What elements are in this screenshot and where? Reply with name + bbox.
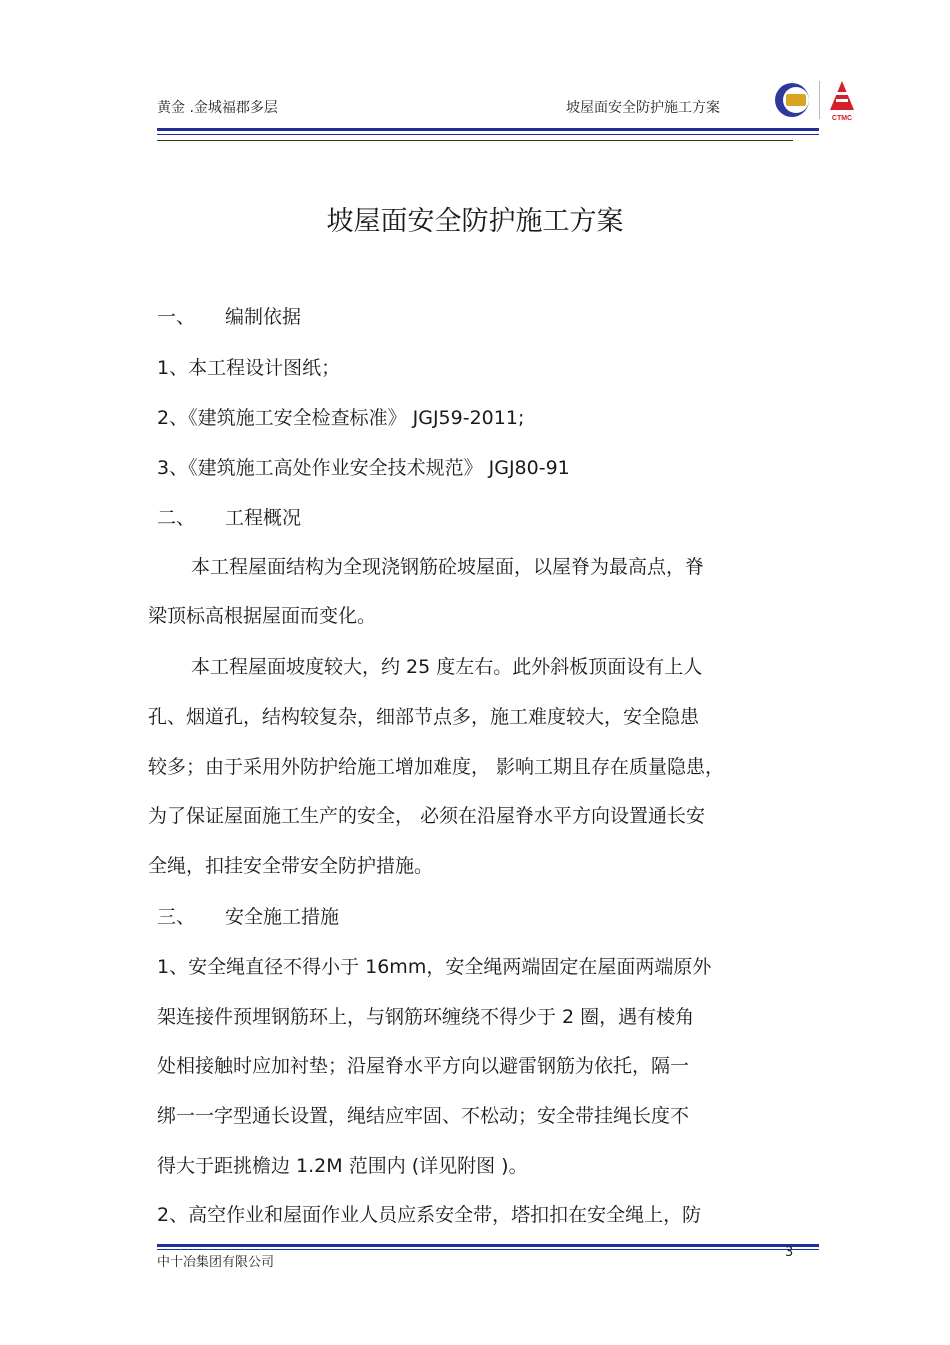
section-title: 工程概况 xyxy=(225,507,302,529)
header-project-name: 黄金 .金城福郡多层 xyxy=(157,100,278,116)
section-heading-1 xyxy=(157,302,301,329)
paragraph-line: 较多；由于采用外防护给施工增加难度， 影响工期且存在质量隐患， xyxy=(148,756,725,778)
list-item: 2、《建筑施工安全检查标准》 JGJ59-2011; xyxy=(157,407,525,429)
paragraph-line: 为了保证屋面施工生产的安全， 必须在沿屋脊水平方向设置通长安 xyxy=(148,805,706,827)
paragraph-line: 绑一一字型通长设置，绳结应牢固、不松动；安全带挂绳长度不 xyxy=(157,1105,690,1127)
header-doc-title: 坡屋面安全防护施工方案 xyxy=(566,100,720,116)
paragraph-line: 处相接触时应加衬垫；沿屋脊水平方向以避雷钢筋为依托，隔一 xyxy=(157,1055,690,1077)
page-number: 3 xyxy=(785,1245,794,1260)
list-item: 3、《建筑施工高处作业安全技术规范》 JGJ80-91 xyxy=(157,457,570,479)
logo-text: CTMC xyxy=(831,115,853,122)
paragraph-line: 孔、烟道孔，结构较复杂，细部节点多，施工难度较大，安全隐患 xyxy=(148,706,700,728)
paragraph-line: 本工程屋面结构为全现浇钢筋砼坡屋面，以屋脊为最高点，脊 xyxy=(191,556,705,578)
paragraph-line: 2、高空作业和屋面作业人员应系安全带，塔扣扣在安全绳上，防 xyxy=(157,1204,702,1226)
section-number: 一、 xyxy=(157,306,196,328)
paragraph-line: 得大于距挑檐边 1.2M 范围内 (详见附图 )。 xyxy=(157,1155,528,1177)
footer-company: 中十冶集团有限公司 xyxy=(157,1255,275,1270)
section-title: 编制依据 xyxy=(225,306,302,328)
section-heading-3 xyxy=(157,902,339,929)
section-number: 三、 xyxy=(157,906,196,928)
paragraph-line: 全绳，扣挂安全带安全防护措施。 xyxy=(148,855,434,877)
ctmc-logo-icon xyxy=(772,78,862,124)
section-heading-2 xyxy=(157,503,301,530)
section-number: 二、 xyxy=(157,507,196,529)
paragraph-line: 1、安全绳直径不得小于 16mm，安全绳两端固定在屋面两端原外 xyxy=(157,956,712,978)
footer-rule-thick xyxy=(157,1244,819,1247)
paragraph-line: 架连接件预埋钢筋环上，与钢筋环缠绕不得少于 2 圈，遇有棱角 xyxy=(157,1006,695,1028)
company-logo xyxy=(772,78,862,124)
list-item: 1、本工程设计图纸； xyxy=(157,357,341,379)
header-rule-thick xyxy=(157,128,819,131)
footer-rule-thin xyxy=(157,1249,819,1250)
section-title: 安全施工措施 xyxy=(225,906,340,928)
paragraph-line: 梁顶标高根据屋面而变化。 xyxy=(148,605,377,627)
header-rule-thin xyxy=(157,134,819,135)
header-rule-black xyxy=(157,140,793,141)
page-title: 坡屋面安全防护施工方案 xyxy=(326,206,624,237)
paragraph-line: 本工程屋面坡度较大，约 25 度左右。此外斜板顶面设有上人 xyxy=(191,656,703,678)
